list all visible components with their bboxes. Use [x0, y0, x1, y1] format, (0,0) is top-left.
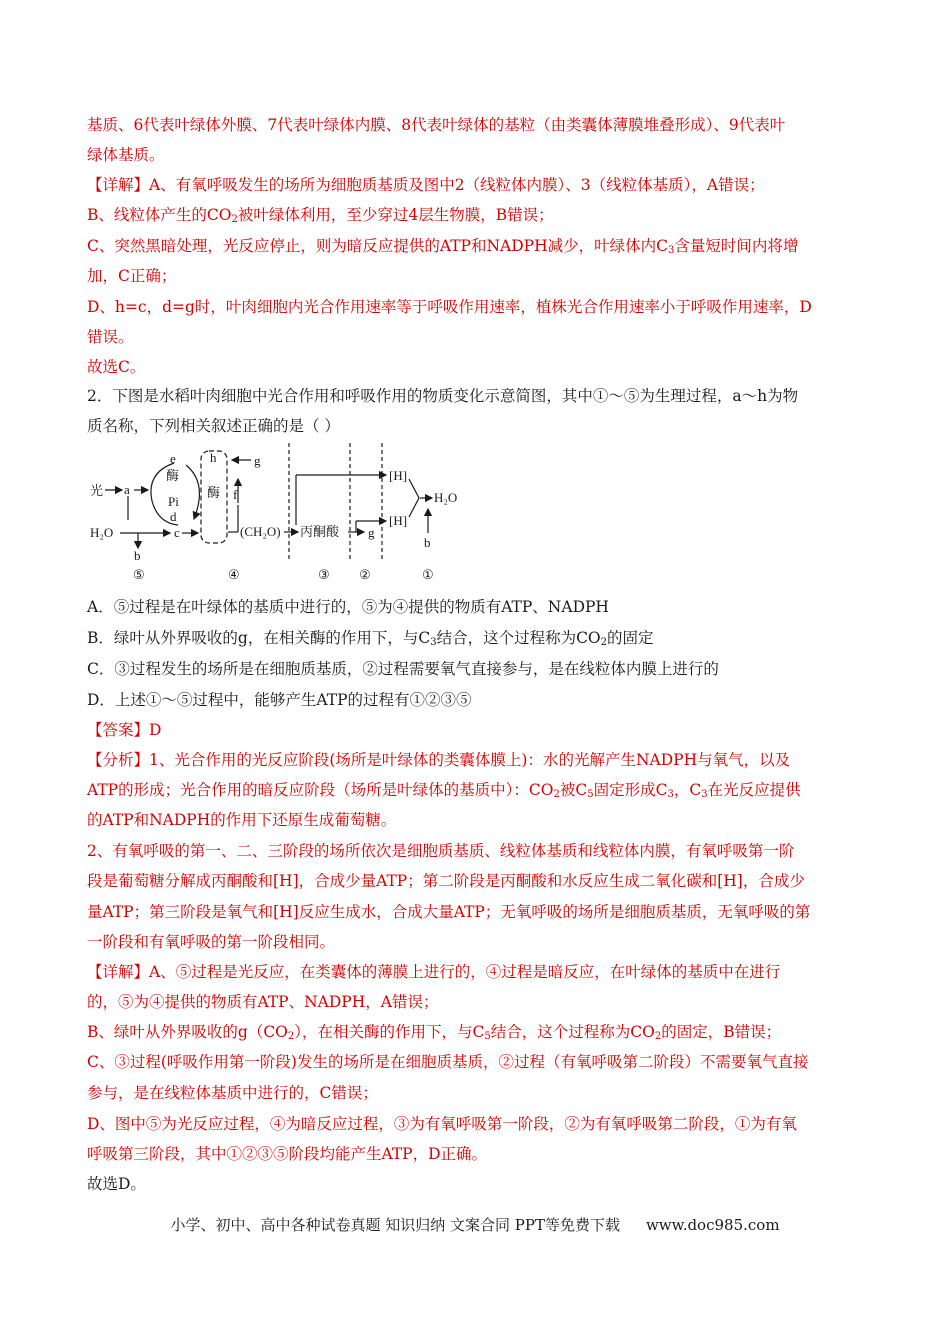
detail-d: D、图中⑤为光反应过程，④为暗反应过程，③为有氧呼吸第一阶段，②为有氧呼吸第二阶段，①为有氧	[87, 1115, 797, 1133]
question-stem: 2．下图是水稻叶肉细胞中光合作用和呼吸作用的物质变化示意简图，其中①～⑤为生理过程，a～h为物	[87, 387, 799, 405]
analysis-line: 段是葡萄糖分解成丙酮酸和[H]，合成少量ATP；第二阶段是丙酮酸和水反应生成二氧化碳和[H]，合成少	[87, 872, 805, 890]
answer: 【答案】D	[87, 721, 162, 739]
detail-d-cont: 错误。	[87, 328, 134, 346]
detail-c-cont: 参与，是在线粒体基质中进行的，C错误；	[87, 1084, 378, 1102]
detail-d-cont: 呼吸第三阶段，其中①②③⑤阶段均能产生ATP，D正确。	[87, 1145, 488, 1163]
diagram-label: (CH₂O)	[240, 524, 281, 539]
detail-a: 【详解】A、有氧呼吸发生的场所为细胞质基质及图中2（线粒体内膜）、3（线粒体基质），A错误；	[87, 176, 765, 194]
diagram-label: 酶	[207, 485, 221, 500]
detail-d: D、h=c，d=g时，叶肉细胞内光合作用速率等于呼吸作用速率，植株光合作用速率小于呼吸作用速率，D	[87, 298, 812, 316]
process-label: ②	[359, 567, 371, 582]
diagram-label: [H]	[389, 468, 408, 483]
photosynthesis-respiration-diagram	[86, 443, 466, 585]
analysis-line: ATP的形成；光合作用的暗反应阶段（场所是叶绿体的基质中）：$CO_2$被$C_5$固定形成$C_3$，$C_3$在光反应提供	[87, 781, 801, 800]
option-a: A．⑤过程是在叶绿体的基质中进行的，⑤为④提供的物质有ATP、NADPH	[87, 598, 609, 616]
diagram-label: g	[254, 453, 261, 468]
analysis-line: 一阶段和有氧呼吸的第一阶段相同。	[87, 933, 336, 951]
diagram-label: f	[233, 487, 238, 502]
detail-b: B、线粒体产生的$CO_2$被叶绿体利用，至少穿过4层生物膜，B错误；	[87, 206, 554, 225]
diagram-label: d	[170, 509, 177, 524]
diagram-label: a	[124, 482, 130, 497]
conclusion: 故选C。	[87, 358, 146, 376]
page-footer	[0, 1214, 950, 1235]
diagram-label: h	[210, 450, 217, 465]
diagram-label: g	[368, 525, 375, 540]
diagram-label: 丙酮酸	[300, 524, 340, 539]
analysis-line: 2、有氧呼吸的第一、二、三阶段的场所依次是细胞质基质、线粒体基质和线粒体内膜，有氧呼吸第一阶	[87, 842, 795, 860]
diagram-label: H₂O	[434, 490, 458, 505]
detail-a-cont: 的，⑤为④提供的物质有ATP、NADPH，A错误；	[87, 993, 439, 1011]
footer-text: 小学、初中、高中各种试卷真题 知识归纳 文案合同 PPT等免费下载	[170, 1216, 620, 1234]
detail-c: C、突然黑暗处理，光反应停止，则为暗反应提供的ATP和NADPH减少，叶绿体内$C_3$含量短时间内将增	[87, 237, 799, 256]
process-label: ①	[422, 567, 434, 582]
diagram-label: c	[174, 525, 180, 540]
detail-c: C、③过程(呼吸作用第一阶段)发生的场所是在细胞质基质，②过程（有氧呼吸第二阶段）不需要氧气直接	[87, 1053, 809, 1071]
diagram-label: b	[424, 535, 431, 550]
diagram-label: 酶	[166, 468, 180, 483]
diagram-label: 光	[90, 483, 104, 498]
option-c: C．③过程发生的场所是在细胞质基质，②过程需要氧气直接参与，是在线粒体内膜上进行的	[87, 660, 719, 678]
diagram-label: [H]	[389, 513, 408, 528]
analysis-line: 量ATP；第三阶段是氧气和[H]反应生成水，合成大量ATP；无氧呼吸的场所是细胞质基质，无氧呼吸的第	[87, 903, 811, 921]
conclusion: 故选D。	[87, 1175, 146, 1193]
detail-a: 【详解】A、⑤过程是光反应，在类囊体的薄膜上进行的，④过程是暗反应，在叶绿体的基质中在进行	[87, 963, 781, 981]
question-stem: 质名称，下列相关叙述正确的是（ ）	[87, 417, 340, 435]
intro-line: 基质、6代表叶绿体外膜、7代表叶绿体内膜、8代表叶绿体的基粒（由类囊体薄膜堆叠形成）、9代表叶	[87, 116, 786, 134]
option-d: D．上述①～⑤过程中，能够产生ATP的过程有①②③⑤	[87, 691, 472, 709]
option-b: B．绿叶从外界吸收的g，在相关酶的作用下，与$C_3$结合，这个过程称为$CO_2$的固定	[87, 629, 654, 648]
analysis-line: 的ATP和NADPH的作用下还原生成葡萄糖。	[87, 811, 397, 829]
diagram-label: H₂O	[90, 525, 114, 540]
diagram-label: b	[134, 548, 141, 563]
detail-b: B、绿叶从外界吸收的$g(CO_2)$，在相关酶的作用下，与$C_5$结合，这个过程称为$CO_2$的固定，B错误；	[87, 1023, 782, 1042]
footer-url[interactable]: www.doc985.com	[645, 1216, 780, 1234]
analysis-line: 【分析】1、光合作用的光反应阶段(场所是叶绿体的类囊体膜上)：水的光解产生NADPH与氧气，以及	[87, 751, 791, 769]
diagram-label: Pi	[168, 494, 179, 509]
diagram-label: e	[170, 451, 176, 466]
detail-c-cont: 加，C正确；	[87, 267, 177, 285]
process-label: ③	[318, 567, 330, 582]
intro-line: 绿体基质。	[87, 146, 165, 164]
process-label: ⑤	[133, 567, 145, 582]
process-label: ④	[228, 567, 240, 582]
